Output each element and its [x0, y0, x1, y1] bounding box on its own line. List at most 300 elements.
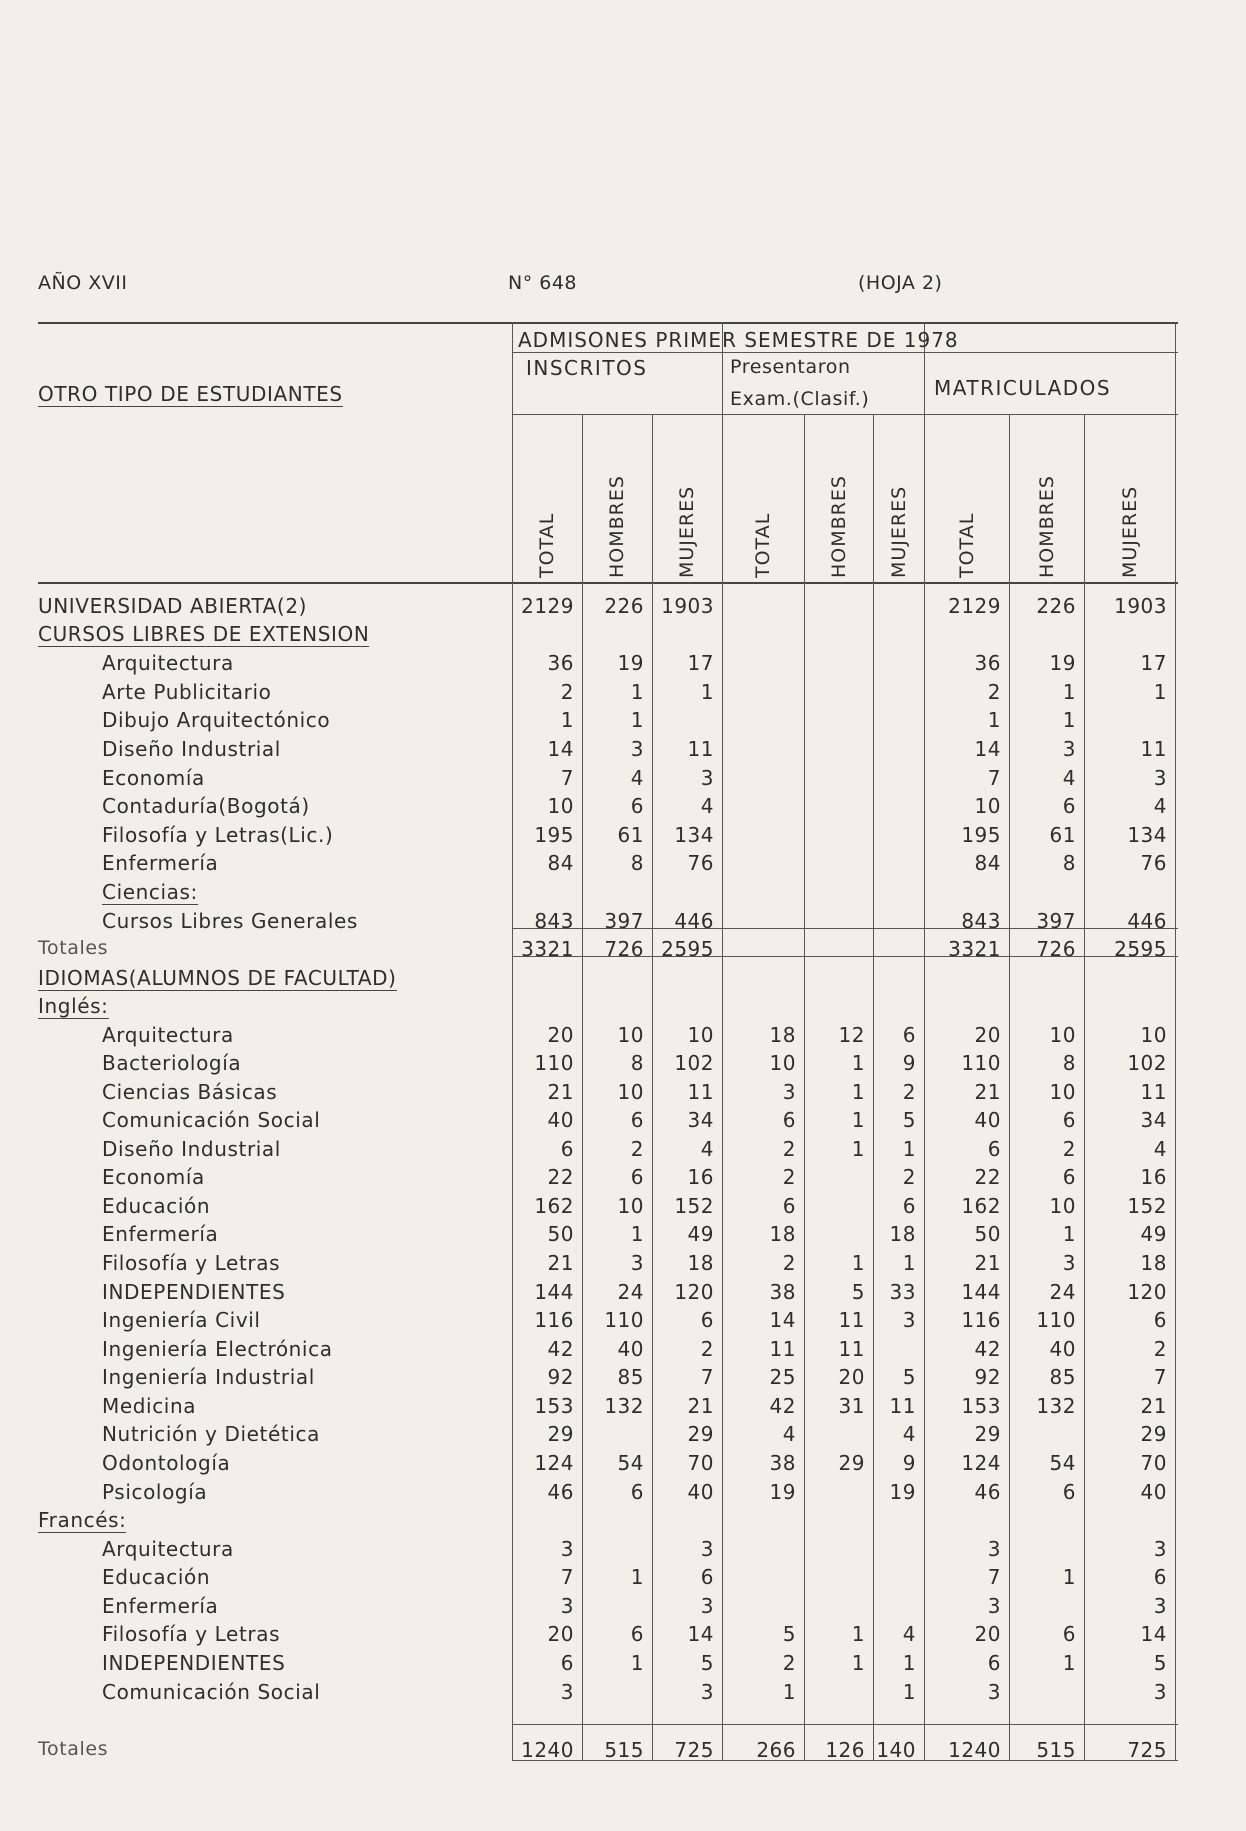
- cell-value: 3: [987, 1680, 1001, 1704]
- group-presentaron-line2: Exam.(Clasif.): [730, 388, 870, 410]
- cell-value: 397: [1036, 909, 1076, 933]
- column-divider: [1175, 322, 1176, 1760]
- row-label: Economía: [102, 1165, 205, 1189]
- cell-value: 50: [974, 1222, 1001, 1246]
- cell-value: 5: [1153, 1651, 1167, 1675]
- cell-value: 40: [617, 1337, 644, 1361]
- cell-value: 11: [687, 1080, 714, 1104]
- cell-value: 9: [902, 1051, 916, 1075]
- cell-value: 124: [534, 1451, 574, 1475]
- cell-value: 14: [1140, 1622, 1167, 1646]
- column-header-2: HOMBRES: [606, 475, 628, 578]
- cell-value: 14: [974, 737, 1001, 761]
- cell-value: 6: [987, 1137, 1001, 1161]
- cell-value: 6: [560, 1137, 574, 1161]
- cell-value: 18: [889, 1222, 916, 1246]
- cell-value: 3: [560, 1594, 574, 1618]
- cell-value: 6: [987, 1651, 1001, 1675]
- row-label: Ciencias:: [102, 880, 198, 904]
- cell-value: 843: [961, 909, 1001, 933]
- cell-value: 61: [1049, 823, 1076, 847]
- cell-value: 6: [560, 1651, 574, 1675]
- cell-value: 195: [961, 823, 1001, 847]
- cell-value: 8: [1062, 851, 1076, 875]
- column-divider: [804, 414, 805, 1760]
- cell-value: 10: [547, 794, 574, 818]
- cell-value: 1: [630, 1651, 644, 1675]
- row-label: Educación: [102, 1565, 211, 1589]
- cell-value: 61: [617, 823, 644, 847]
- cell-value: 92: [547, 1365, 574, 1389]
- cell-value: 226: [604, 594, 644, 618]
- cell-value: 20: [547, 1023, 574, 1047]
- cell-value: 6: [782, 1194, 796, 1218]
- cell-value: 6: [782, 1108, 796, 1132]
- cell-value: 2129: [521, 594, 574, 618]
- cell-value: 266: [756, 1738, 796, 1762]
- cell-value: 2: [700, 1337, 714, 1361]
- cell-value: 1903: [661, 594, 714, 618]
- cell-value: 3: [1153, 1537, 1167, 1561]
- cell-value: 1: [1062, 1565, 1076, 1589]
- cell-value: 11: [1140, 737, 1167, 761]
- cell-value: 7: [700, 1365, 714, 1389]
- cell-value: 1: [851, 1137, 865, 1161]
- cell-value: 29: [974, 1422, 1001, 1446]
- cell-value: 110: [604, 1308, 644, 1332]
- group-matriculados: MATRICULADOS: [934, 376, 1112, 400]
- cell-value: 726: [1036, 937, 1076, 961]
- column-divider: [582, 414, 583, 1760]
- column-divider: [1009, 414, 1010, 1760]
- cell-value: 9: [902, 1451, 916, 1475]
- cell-value: 6: [1153, 1565, 1167, 1589]
- row-label: Enfermería: [102, 851, 219, 875]
- issue-number: N° 648: [508, 272, 578, 294]
- row-label: Ciencias Básicas: [102, 1080, 278, 1104]
- row-label: Ingeniería Industrial: [102, 1365, 315, 1389]
- row-label: Medicina: [102, 1394, 197, 1418]
- row-label: Diseño Industrial: [102, 1137, 281, 1161]
- cell-value: 3: [560, 1537, 574, 1561]
- cell-value: 132: [604, 1394, 644, 1418]
- cell-value: 6: [700, 1565, 714, 1589]
- cell-value: 4: [700, 1137, 714, 1161]
- cell-value: 1: [630, 680, 644, 704]
- cell-value: 6: [630, 1480, 644, 1504]
- cell-value: 17: [687, 651, 714, 675]
- cell-value: 40: [1049, 1337, 1076, 1361]
- row-section-title: OTRO TIPO DE ESTUDIANTES: [38, 382, 343, 406]
- cell-value: 1240: [521, 1738, 574, 1762]
- cell-value: 18: [1140, 1251, 1167, 1275]
- column-header-7: TOTAL: [955, 512, 978, 578]
- cell-value: 1: [630, 1565, 644, 1589]
- cell-value: 226: [1036, 594, 1076, 618]
- cell-value: 85: [617, 1365, 644, 1389]
- cell-value: 10: [1049, 1194, 1076, 1218]
- cell-value: 6: [1062, 1108, 1076, 1132]
- cell-value: 40: [974, 1108, 1001, 1132]
- cell-value: 42: [769, 1394, 796, 1418]
- cell-value: 116: [534, 1308, 574, 1332]
- year-label: AÑO XVII: [38, 272, 128, 294]
- cell-value: 21: [974, 1080, 1001, 1104]
- cell-value: 144: [961, 1280, 1001, 1304]
- row-label: Diseño Industrial: [102, 737, 281, 761]
- cell-value: 6: [1062, 1622, 1076, 1646]
- row-label: Arquitectura: [102, 1023, 234, 1047]
- cell-value: 7: [987, 1565, 1001, 1589]
- cell-value: 446: [1127, 909, 1167, 933]
- cell-value: 36: [974, 651, 1001, 675]
- cell-value: 24: [617, 1280, 644, 1304]
- cell-value: 6: [630, 1622, 644, 1646]
- cell-value: 2: [630, 1137, 644, 1161]
- row-label: Enfermería: [102, 1594, 219, 1618]
- cell-value: 110: [1036, 1308, 1076, 1332]
- cell-value: 40: [1140, 1480, 1167, 1504]
- rule-groups: [512, 414, 1178, 415]
- cell-value: 195: [534, 823, 574, 847]
- cell-value: 3: [1153, 1594, 1167, 1618]
- cell-value: 725: [674, 1738, 714, 1762]
- cell-value: 21: [547, 1251, 574, 1275]
- cell-value: 50: [547, 1222, 574, 1246]
- cell-value: 10: [1049, 1080, 1076, 1104]
- cell-value: 3321: [948, 937, 1001, 961]
- column-header-1: TOTAL: [536, 512, 558, 578]
- cell-value: 7: [560, 766, 574, 790]
- cell-value: 2: [987, 680, 1001, 704]
- cell-value: 54: [617, 1451, 644, 1475]
- row-label: INDEPENDIENTES: [102, 1651, 286, 1675]
- cell-value: 1: [1153, 680, 1167, 704]
- cell-value: 11: [889, 1394, 916, 1418]
- cell-value: 132: [1036, 1394, 1076, 1418]
- cell-value: 3: [782, 1080, 796, 1104]
- cell-value: 10: [1049, 1023, 1076, 1047]
- cell-value: 3: [902, 1308, 916, 1332]
- cell-value: 3: [560, 1680, 574, 1704]
- cell-value: 3: [1153, 1680, 1167, 1704]
- cell-value: 7: [560, 1565, 574, 1589]
- row-label: Filosofía y Letras(Lic.): [102, 823, 334, 847]
- group-presentaron-line1: Presentaron: [730, 356, 851, 378]
- column-divider: [1084, 414, 1085, 1760]
- cell-value: 1: [902, 1137, 916, 1161]
- cell-value: 5: [851, 1280, 865, 1304]
- cell-value: 25: [769, 1365, 796, 1389]
- cell-value: 6: [1153, 1308, 1167, 1332]
- cell-value: 6: [1062, 1480, 1076, 1504]
- cell-value: 18: [687, 1251, 714, 1275]
- cell-value: 46: [547, 1480, 574, 1504]
- cell-value: 1: [560, 708, 574, 732]
- cell-value: 5: [782, 1622, 796, 1646]
- row-label: Ingeniería Electrónica: [102, 1337, 333, 1361]
- cell-value: 10: [617, 1023, 644, 1047]
- column-header-9: MUJERES: [1118, 485, 1141, 578]
- cell-value: 85: [1049, 1365, 1076, 1389]
- cell-value: 843: [534, 909, 574, 933]
- row-label: Filosofía y Letras: [102, 1251, 281, 1275]
- cell-value: 11: [769, 1337, 796, 1361]
- cell-value: 92: [974, 1365, 1001, 1389]
- cell-value: 19: [769, 1480, 796, 1504]
- cell-value: 10: [769, 1051, 796, 1075]
- cell-value: 3: [700, 766, 714, 790]
- cell-value: 10: [617, 1080, 644, 1104]
- cell-value: 31: [838, 1394, 865, 1418]
- row-label: Economía: [102, 766, 205, 790]
- cell-value: 4: [1062, 766, 1076, 790]
- cell-value: 1: [1062, 1651, 1076, 1675]
- row-label: Comunicación Social: [102, 1680, 321, 1704]
- column-divider: [873, 414, 874, 1760]
- cell-value: 10: [974, 794, 1001, 818]
- column-divider: [512, 322, 513, 1760]
- cell-value: 2595: [661, 937, 714, 961]
- cell-value: 1: [987, 708, 1001, 732]
- cell-value: 515: [604, 1738, 644, 1762]
- cell-value: 10: [617, 1194, 644, 1218]
- cell-value: 40: [687, 1480, 714, 1504]
- cell-value: 4: [902, 1422, 916, 1446]
- cell-value: 1903: [1114, 594, 1167, 618]
- cell-value: 36: [547, 651, 574, 675]
- cell-value: 4: [700, 794, 714, 818]
- cell-value: 144: [534, 1280, 574, 1304]
- cell-value: 29: [838, 1451, 865, 1475]
- cell-value: 4: [1153, 794, 1167, 818]
- cell-value: 1: [630, 708, 644, 732]
- row-label: UNIVERSIDAD ABIERTA(2): [38, 594, 308, 618]
- cell-value: 2: [902, 1165, 916, 1189]
- cell-value: 6: [902, 1023, 916, 1047]
- row-label: Dibujo Arquitectónico: [102, 708, 331, 732]
- cell-value: 29: [547, 1422, 574, 1446]
- column-header-8: HOMBRES: [1035, 475, 1058, 578]
- cell-value: 11: [838, 1337, 865, 1361]
- cell-value: 38: [769, 1451, 796, 1475]
- column-header-3: MUJERES: [676, 485, 698, 578]
- cell-value: 2: [782, 1651, 796, 1675]
- cell-value: 6: [700, 1308, 714, 1332]
- row-label: Francés:: [38, 1508, 127, 1532]
- cell-value: 20: [974, 1023, 1001, 1047]
- cell-value: 120: [1127, 1280, 1167, 1304]
- cell-value: 1: [851, 1108, 865, 1132]
- cell-value: 1: [782, 1680, 796, 1704]
- column-header-5: HOMBRES: [827, 475, 850, 578]
- row-label: IDIOMAS(ALUMNOS DE FACULTAD): [38, 966, 397, 990]
- cell-value: 102: [674, 1051, 714, 1075]
- column-divider: [652, 414, 653, 1760]
- row-label: INDEPENDIENTES: [102, 1280, 286, 1304]
- cell-value: 1: [700, 680, 714, 704]
- cell-value: 29: [687, 1422, 714, 1446]
- cell-value: 24: [1049, 1280, 1076, 1304]
- cell-value: 7: [987, 766, 1001, 790]
- cell-value: 3: [1153, 766, 1167, 790]
- row-label: Bacteriología: [102, 1051, 242, 1075]
- cell-value: 6: [630, 1108, 644, 1132]
- cell-value: 134: [674, 823, 714, 847]
- cell-value: 124: [961, 1451, 1001, 1475]
- cell-value: 3: [987, 1537, 1001, 1561]
- cell-value: 2: [1153, 1337, 1167, 1361]
- cell-value: 3: [1062, 1251, 1076, 1275]
- row-label: Totales: [38, 1738, 109, 1760]
- cell-value: 3: [700, 1537, 714, 1561]
- cell-value: 4: [1153, 1137, 1167, 1161]
- column-divider: [924, 322, 925, 1760]
- cell-value: 38: [769, 1280, 796, 1304]
- cell-value: 6: [902, 1194, 916, 1218]
- sheet-label: (HOJA 2): [858, 272, 943, 294]
- row-label: CURSOS LIBRES DE EXTENSION: [38, 622, 370, 646]
- cell-value: 6: [630, 794, 644, 818]
- cell-value: 21: [1140, 1394, 1167, 1418]
- cell-value: 42: [974, 1337, 1001, 1361]
- cell-value: 6: [1062, 794, 1076, 818]
- cell-value: 20: [838, 1365, 865, 1389]
- cell-value: 18: [769, 1023, 796, 1047]
- rule-colheads: [38, 582, 1178, 584]
- cell-value: 4: [630, 766, 644, 790]
- cell-value: 8: [630, 851, 644, 875]
- cell-value: 726: [604, 937, 644, 961]
- cell-value: 2: [782, 1165, 796, 1189]
- rule-totales2-top: [512, 1724, 1178, 1725]
- cell-value: 2: [782, 1137, 796, 1161]
- cell-value: 70: [687, 1451, 714, 1475]
- cell-value: 14: [687, 1622, 714, 1646]
- cell-value: 19: [889, 1480, 916, 1504]
- cell-value: 515: [1036, 1738, 1076, 1762]
- cell-value: 110: [534, 1051, 574, 1075]
- cell-value: 5: [902, 1365, 916, 1389]
- row-label: Nutrición y Dietética: [102, 1422, 320, 1446]
- cell-value: 21: [547, 1080, 574, 1104]
- cell-value: 18: [769, 1222, 796, 1246]
- column-header-6: MUJERES: [887, 485, 910, 578]
- cell-value: 3: [1062, 737, 1076, 761]
- cell-value: 17: [1140, 651, 1167, 675]
- cell-value: 84: [547, 851, 574, 875]
- row-label: Inglés:: [38, 994, 109, 1018]
- row-label: Totales: [38, 937, 109, 959]
- cell-value: 153: [534, 1394, 574, 1418]
- cell-value: 2: [782, 1251, 796, 1275]
- row-label: Ingeniería Civil: [102, 1308, 261, 1332]
- cell-value: 16: [1140, 1165, 1167, 1189]
- row-label: Enfermería: [102, 1222, 219, 1246]
- cell-value: 1: [1062, 680, 1076, 704]
- cell-value: 8: [630, 1051, 644, 1075]
- cell-value: 1: [902, 1680, 916, 1704]
- cell-value: 70: [1140, 1451, 1167, 1475]
- cell-value: 1: [1062, 708, 1076, 732]
- cell-value: 2595: [1114, 937, 1167, 961]
- cell-value: 116: [961, 1308, 1001, 1332]
- cell-value: 1: [1062, 1222, 1076, 1246]
- cell-value: 120: [674, 1280, 714, 1304]
- cell-value: 1: [851, 1622, 865, 1646]
- cell-value: 1: [851, 1051, 865, 1075]
- row-label: Educación: [102, 1194, 211, 1218]
- cell-value: 42: [547, 1337, 574, 1361]
- cell-value: 3: [630, 1251, 644, 1275]
- cell-value: 54: [1049, 1451, 1076, 1475]
- cell-value: 2: [902, 1080, 916, 1104]
- cell-value: 84: [974, 851, 1001, 875]
- cell-value: 6: [630, 1165, 644, 1189]
- cell-value: 1: [902, 1251, 916, 1275]
- table-main-title: ADMISONES PRIMER SEMESTRE DE 1978: [518, 328, 959, 352]
- cell-value: 14: [769, 1308, 796, 1332]
- cell-value: 34: [1140, 1108, 1167, 1132]
- rule-title: [512, 352, 1178, 353]
- cell-value: 1: [851, 1080, 865, 1104]
- cell-value: 22: [547, 1165, 574, 1189]
- cell-value: 21: [687, 1394, 714, 1418]
- cell-value: 34: [687, 1108, 714, 1132]
- cell-value: 20: [974, 1622, 1001, 1646]
- cell-value: 3: [700, 1680, 714, 1704]
- cell-value: 11: [1140, 1080, 1167, 1104]
- cell-value: 153: [961, 1394, 1001, 1418]
- cell-value: 3: [987, 1594, 1001, 1618]
- cell-value: 6: [1062, 1165, 1076, 1189]
- row-label: Filosofía y Letras: [102, 1622, 281, 1646]
- column-divider: [722, 322, 723, 1760]
- row-label: Arquitectura: [102, 651, 234, 675]
- column-header-4: TOTAL: [752, 512, 774, 578]
- cell-value: 1: [902, 1651, 916, 1675]
- cell-value: 20: [547, 1622, 574, 1646]
- cell-value: 10: [1140, 1023, 1167, 1047]
- cell-value: 134: [1127, 823, 1167, 847]
- cell-value: 11: [838, 1308, 865, 1332]
- row-label: Cursos Libres Generales: [102, 909, 358, 933]
- cell-value: 446: [674, 909, 714, 933]
- row-label: Comunicación Social: [102, 1108, 321, 1132]
- cell-value: 140: [876, 1738, 916, 1762]
- cell-value: 162: [534, 1194, 574, 1218]
- cell-value: 14: [547, 737, 574, 761]
- cell-value: 152: [1127, 1194, 1167, 1218]
- cell-value: 19: [1049, 651, 1076, 675]
- row-label: Arte Publicitario: [102, 680, 272, 704]
- cell-value: 22: [974, 1165, 1001, 1189]
- cell-value: 49: [1140, 1222, 1167, 1246]
- cell-value: 3: [630, 737, 644, 761]
- row-label: Odontología: [102, 1451, 231, 1475]
- cell-value: 8: [1062, 1051, 1076, 1075]
- cell-value: 5: [902, 1108, 916, 1132]
- cell-value: 1240: [948, 1738, 1001, 1762]
- cell-value: 33: [889, 1280, 916, 1304]
- cell-value: 2: [1062, 1137, 1076, 1161]
- row-label: Contaduría(Bogotá): [102, 794, 310, 818]
- cell-value: 16: [687, 1165, 714, 1189]
- cell-value: 7: [1153, 1365, 1167, 1389]
- row-label: Psicología: [102, 1480, 208, 1504]
- cell-value: 76: [687, 851, 714, 875]
- cell-value: 49: [687, 1222, 714, 1246]
